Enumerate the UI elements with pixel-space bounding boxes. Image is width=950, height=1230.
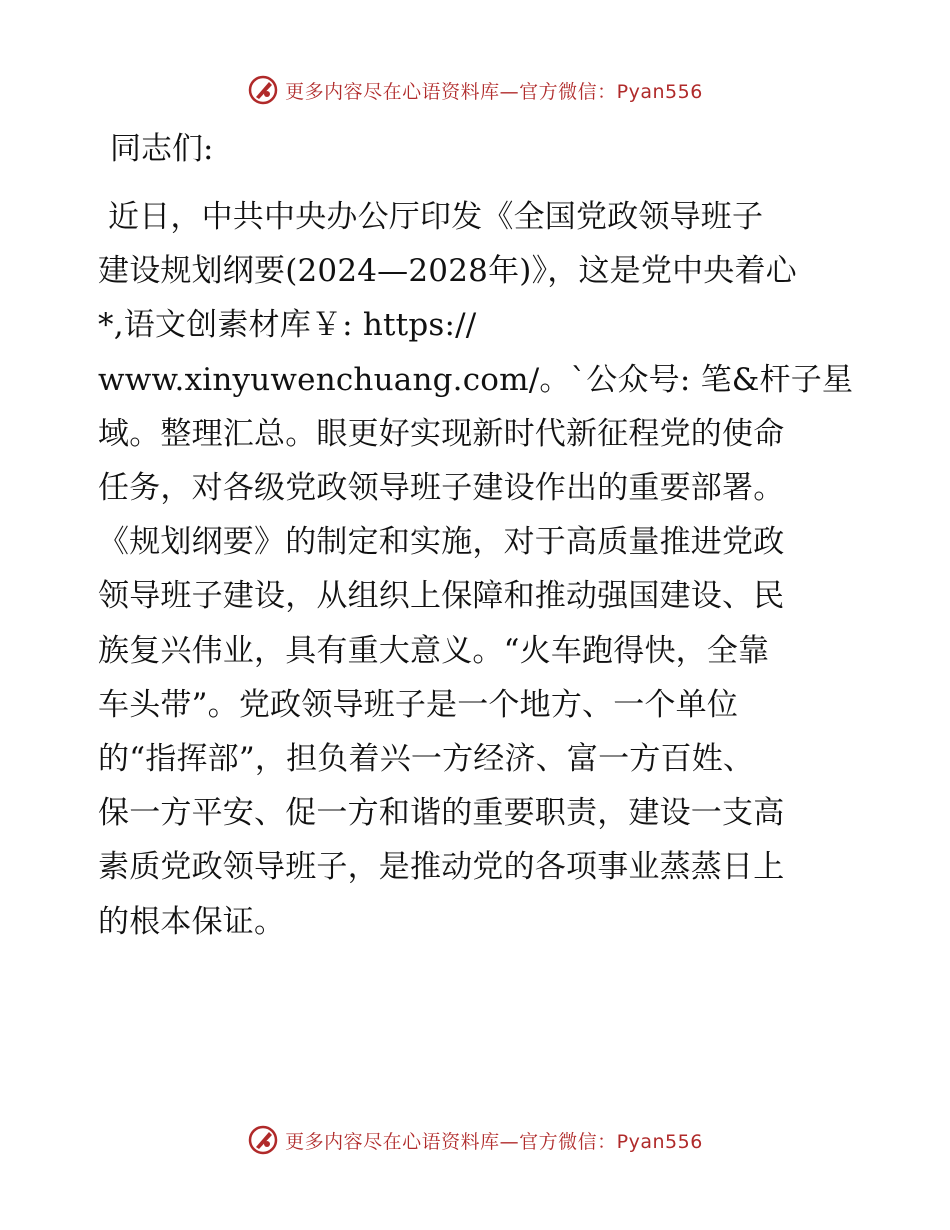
paragraph-line: 的“指挥部”，担负着兴一方经济、富一方百姓、 — [98, 741, 755, 778]
paragraph-line: 近日，中共中央办公厅印发《全国党政领导班子 — [108, 199, 764, 235]
quill-pen-logo-icon — [247, 1124, 279, 1156]
paragraph-line: 领导班子建设，从组织上保障和推动强国建设、民 — [98, 578, 785, 615]
paragraph-line: 的根本保证。 — [98, 903, 286, 940]
paragraph-line: 域。整理汇总。眼更好实现新时代新征程党的使命 — [98, 415, 785, 452]
paragraph-line: www.xinyuwenchuang.com/。`公众号: 笔&杆子星 — [98, 361, 854, 398]
paragraph — [98, 190, 858, 949]
paragraph-line: *,语文创素材库￥: https:// — [98, 307, 477, 344]
watermark-footer-text: 更多内容尽在心语资料库—官方微信：Pyan556 — [285, 1130, 703, 1153]
paragraph-line: 保一方平安、促一方和谐的重要职责，建设一支高 — [98, 795, 785, 832]
watermark-footer — [0, 1120, 950, 1160]
watermark-header — [0, 70, 950, 110]
document-body — [98, 122, 858, 949]
paragraph-line: 建设规划纲要(2024—2028年)》，这是党中央着心 — [98, 253, 797, 290]
paragraph-line: 族复兴伟业，具有重大意义。“火车跑得快，全靠 — [98, 632, 770, 669]
greeting: 同志们: — [110, 131, 214, 167]
paragraph-line: 车头带”。党政领导班子是一个地方、一个单位 — [98, 686, 739, 723]
watermark-header-text: 更多内容尽在心语资料库—官方微信：Pyan556 — [285, 80, 703, 103]
quill-pen-logo-icon — [247, 74, 279, 106]
paragraph-line: 素质党政领导班子，是推动党的各项事业蒸蒸日上 — [98, 849, 785, 886]
paragraph-line: 任务，对各级党政领导班子建设作出的重要部署。 — [98, 470, 785, 507]
paragraph-line: 《规划纲要》的制定和实施，对于高质量推进党政 — [98, 524, 785, 561]
